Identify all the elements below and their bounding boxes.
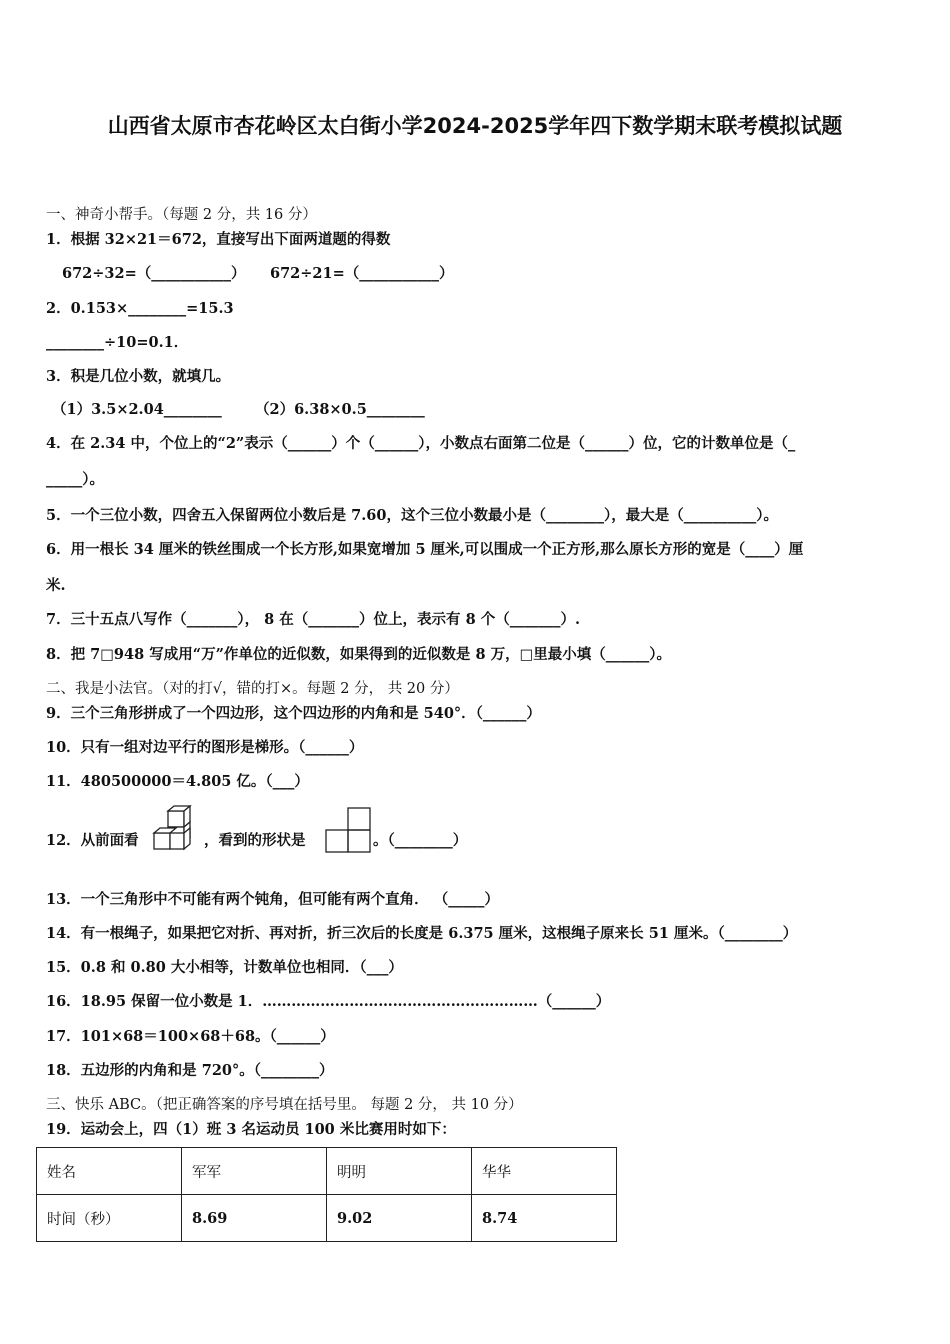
table-cell: 8.69	[182, 1195, 327, 1242]
question-16: 16．18.95 保留一位小数是 1．…………………………………………………（______）	[46, 993, 611, 1010]
question-3b: （2）6.38×0.5________	[255, 401, 425, 418]
table-cell: 时间（秒）	[37, 1195, 182, 1242]
question-4b: _____）。	[46, 471, 104, 488]
table-cell: 9.02	[327, 1195, 472, 1242]
table-header-cell: 姓名	[37, 1148, 182, 1195]
question-1b: 672÷21=（___________）	[270, 265, 454, 282]
table-header-cell: 华华	[472, 1148, 617, 1195]
question-3a: （1）3.5×2.04________	[52, 401, 222, 418]
page-title: 山西省太原市杏花岭区太白街小学2024-2025学年四下数学期末联考模拟试题	[107, 114, 843, 138]
question-9: 9．三个三角形拼成了一个四边形，这个四边形的内角和是 540°．（______）	[46, 705, 541, 722]
question-14: 14．有一根绳子，如果把它对折、再对折，折三次后的长度是 6.375 厘米，这根绳子原来长 51 厘米。（________）	[46, 925, 798, 942]
question-1a: 672÷32=（___________）	[62, 265, 246, 282]
question-11: 11．480500000＝4.805 亿。（___）	[46, 773, 309, 790]
front-view-shape	[323, 806, 373, 856]
question-2a: 2．0.153×________=15.3	[46, 300, 234, 317]
question-12-suffix: 。（________）	[373, 832, 468, 849]
race-time-table	[36, 1147, 617, 1242]
table-header-cell: 军军	[182, 1148, 327, 1195]
question-1: 1．根据 32×21＝672，直接写出下面两道题的得数	[46, 231, 391, 248]
question-12-prefix: 12．从前面看	[46, 832, 139, 849]
table-row	[37, 1195, 617, 1242]
question-3: 3．积是几位小数，就填几。	[46, 368, 231, 385]
question-12-middle: ，看到的形状是	[204, 832, 306, 849]
question-17: 17．101×68＝100×68＋68。（______）	[46, 1028, 335, 1045]
question-6b: 米.	[46, 577, 66, 594]
question-13: 13．一个三角形中不可能有两个钝角，但可能有两个直角． （_____）	[46, 891, 499, 908]
question-10: 10．只有一组对边平行的图形是梯形。（______）	[46, 739, 364, 756]
section-3-heading: 三、快乐 ABC。（把正确答案的序号填在括号里。 每题 2 分， 共 10 分）	[46, 1097, 523, 1113]
section-2-heading: 二、我是小法官。（对的打√，错的打×。每题 2 分， 共 20 分）	[46, 681, 459, 697]
question-19: 19．运动会上，四（1）班 3 名运动员 100 米比赛用时如下：	[46, 1121, 456, 1138]
question-6a: 6．用一根长 34 厘米的铁丝围成一个长方形,如果宽增加 5 厘米,可以围成一个正方形,那么原长方形的宽是（____）厘	[46, 541, 804, 558]
question-15: 15．0.8 和 0.80 大小相等，计数单位也相同．（___）	[46, 959, 403, 976]
question-18: 18．五边形的内角和是 720°。（________）	[46, 1062, 334, 1079]
question-2b: ________÷10=0.1．	[46, 334, 189, 351]
question-8: 8．把 7□948 写成用“万”作单位的近似数，如果得到的近似数是 8 万，□里最小填（______）。	[46, 646, 672, 663]
table-cell: 8.74	[472, 1195, 617, 1242]
table-header-cell: 明明	[327, 1148, 472, 1195]
question-7: 7．三十五点八写作（_______）， 8 在（_______）位上，表示有 8 个（_______）.	[46, 611, 581, 628]
section-1-heading: 一、神奇小帮手。（每题 2 分，共 16 分）	[46, 207, 317, 223]
question-5: 5．一个三位小数，四舍五入保留两位小数后是 7.60，这个三位小数最小是（________），最大是（__________）。	[46, 507, 778, 524]
cube-stack-figure	[148, 805, 196, 855]
table-row	[37, 1148, 617, 1195]
question-4a: 4．在 2.34 中，个位上的“2”表示（______）个（______），小数点右面第二位是（______）位，它的计数单位是（_	[46, 435, 796, 452]
